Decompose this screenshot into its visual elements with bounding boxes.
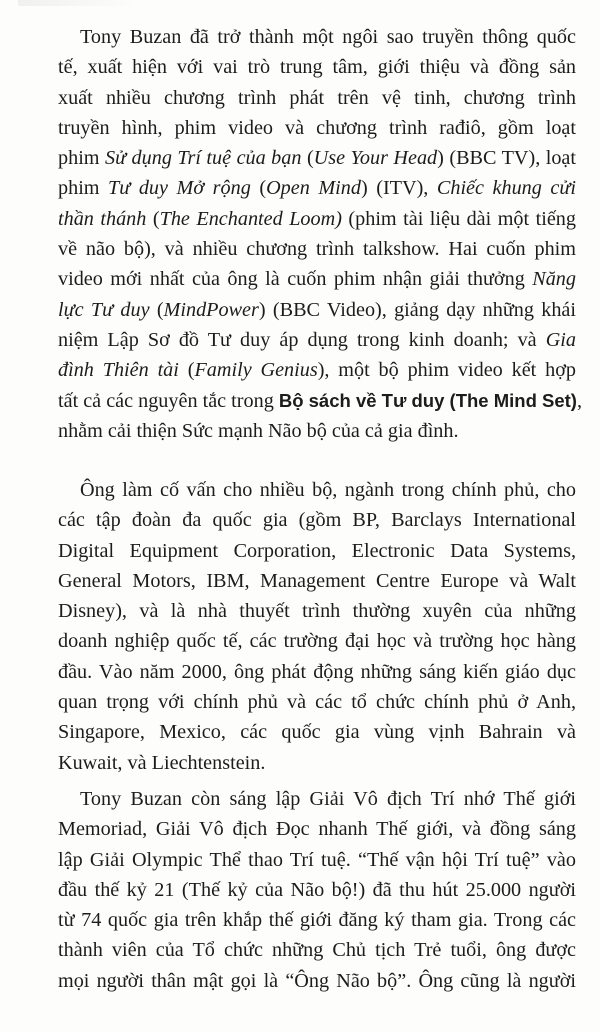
title-the-mind-set: Bộ sách về Tư duy (The Mind Set) bbox=[278, 389, 577, 411]
title-open-mind-vi: Tư duy Mở rộng bbox=[108, 177, 251, 200]
text-line: Tony Buzan đã trở thành một ngôi sao truyền thông quốc bbox=[80, 26, 576, 48]
text-line: Ông làm cố vấn cho nhiều bộ, ngành trong chính phủ, cho bbox=[80, 479, 576, 501]
text-run: ) (BBC Video), giảng dạy những khái bbox=[258, 298, 576, 321]
text-line bbox=[58, 204, 576, 234]
text-line bbox=[58, 355, 576, 385]
text-run: ( bbox=[301, 147, 314, 170]
text-line: đầu thế kỷ 21 (Thế kỷ của Não bộ!) đã thu hút 25.000 người bbox=[58, 878, 576, 901]
text-run: ) (ITV), bbox=[360, 177, 437, 200]
text-run: , bbox=[576, 389, 583, 412]
text-run: niệm Lập Sơ đồ Tư duy áp dụng trong kinh doanh; và bbox=[58, 328, 546, 351]
title-enchanted-loom: The Enchanted Loom) bbox=[159, 207, 342, 230]
text-line bbox=[58, 143, 576, 173]
title-family-genius-vi: Gia bbox=[545, 328, 576, 351]
text-line: thành viên của Tổ chức những Chủ tịch Trẻ tuổi, ông được bbox=[58, 939, 576, 962]
running-header-remnant bbox=[18, 0, 138, 6]
text-line: Digital Equipment Corporation, Electronic Data Systems, bbox=[58, 539, 576, 562]
title-mindpower-vi: Năng bbox=[532, 268, 576, 291]
paragraph-3 bbox=[58, 784, 576, 996]
text-line: General Motors, IBM, Management Centre Europe và Walt bbox=[58, 569, 576, 592]
text-line: truyền hình, phim video và chương trình rađiô, gồm loạt bbox=[58, 116, 576, 139]
title-mindpower-vi-cont: lực Tư duy bbox=[58, 298, 150, 321]
text-line: quan trọng với chính phủ và các tổ chức chính phủ ở Anh, bbox=[58, 691, 576, 714]
text-line: mọi người thân mật gọi là “Ông Não bộ”. Ông cũng là người bbox=[58, 969, 576, 992]
text-run: ( bbox=[178, 359, 195, 382]
title-open-mind: Open Mind bbox=[266, 177, 361, 200]
text-run: phim bbox=[58, 177, 109, 200]
paragraph-1 bbox=[58, 22, 583, 446]
text-run: ( bbox=[149, 298, 164, 321]
text-run: (phim tài liệu dài một tiếng bbox=[341, 207, 576, 230]
title-family-genius: Family Genius bbox=[194, 359, 318, 382]
text-line: Kuwait, và Liechtenstein. bbox=[58, 751, 266, 774]
text-line: về não bộ), và nhiều chương trình talkshow. Hai cuốn phim bbox=[58, 238, 576, 261]
text-line: từ 74 quốc gia trên khắp thế giới đăng ký tham gia. Trong các bbox=[58, 909, 576, 932]
title-mindpower: MindPower bbox=[163, 298, 259, 321]
text-line: tế, xuất hiện với vai trò trung tâm, giới thiệu và đồng sản bbox=[58, 56, 576, 79]
title-use-your-head-vi: Sử dụng Trí tuệ của bạn bbox=[104, 147, 302, 170]
text-line bbox=[58, 325, 576, 355]
text-run: tất cả các nguyên tắc trong bbox=[58, 389, 279, 412]
text-line: lập Giải Olympic Thể thao Trí tuệ. “Thế vận hội Trí tuệ” vào bbox=[58, 848, 576, 871]
text-run: phim bbox=[58, 147, 105, 170]
text-line bbox=[58, 295, 576, 325]
title-family-genius-vi-cont: đình Thiên tài bbox=[58, 359, 179, 382]
text-run: ) (BBC TV), loạt bbox=[437, 147, 576, 170]
text-line: doanh nghiệp quốc tế, các trường đại học và trường học hàng bbox=[58, 630, 576, 653]
text-line: đầu. Vào năm 2000, ông phát động những sáng kiến giáo dục bbox=[58, 660, 576, 683]
text-line bbox=[58, 173, 576, 203]
text-line: Memoriad, Giải Vô địch Đọc nhanh Thế giới, và đồng sáng bbox=[58, 818, 576, 841]
text-line: Tony Buzan còn sáng lập Giải Vô địch Trí nhớ Thế giới bbox=[80, 788, 576, 810]
text-run: ( bbox=[250, 177, 267, 200]
text-run: ( bbox=[146, 207, 160, 230]
title-use-your-head: Use Your Head bbox=[313, 147, 438, 170]
text-line: Disney), và là nhà thuyết trình thường xuyên của những bbox=[58, 600, 576, 623]
text-line: các tập đoàn đa quốc gia (gồm BP, Barclays International bbox=[58, 509, 576, 532]
title-enchanted-loom-vi-cont: thần thánh bbox=[58, 207, 147, 230]
text-line bbox=[58, 386, 583, 416]
text-line bbox=[58, 264, 576, 294]
text-run: ), một bộ phim video kết hợp bbox=[317, 359, 576, 382]
text-line: Singapore, Mexico, các quốc gia vùng vịnh Bahrain và bbox=[58, 721, 576, 744]
title-enchanted-loom-vi: Chiếc khung cửi bbox=[436, 177, 576, 200]
text-line: xuất nhiều chương trình phát trên vệ tinh, chương trình bbox=[58, 86, 576, 109]
text-run: video mới nhất của ông là cuốn phim nhận giải thưởng bbox=[58, 268, 533, 291]
paragraph-2 bbox=[58, 475, 576, 778]
text-line: nhằm cải thiện Sức mạnh Não bộ của cả gia đình. bbox=[58, 419, 459, 442]
